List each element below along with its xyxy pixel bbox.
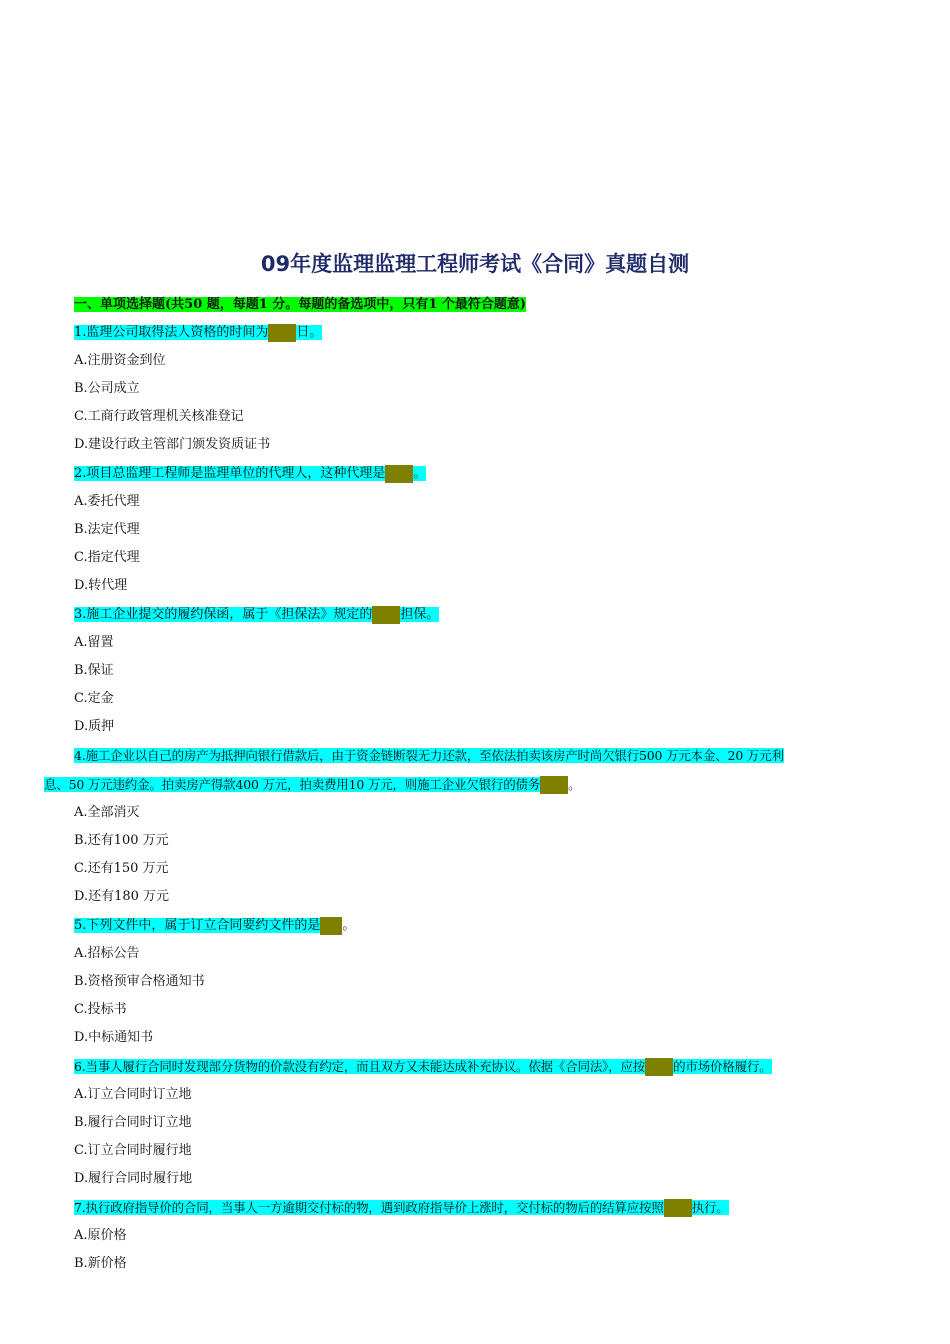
answer-blank [645, 1058, 673, 1076]
question-6-stem: 6.当事人履行合同时发现部分货物的价款没有约定，而且双方又未能达成补充协议。依据《合同法》，应按 的市场价格履行。 [74, 1059, 772, 1074]
question-2-option-b: B.法定代理 [74, 522, 140, 537]
question-3-option-b: B.保证 [74, 663, 114, 678]
answer-blank [268, 324, 296, 342]
page-title: 09年度监理监理工程师考试《合同》真题自测 [260, 252, 690, 276]
question-2-option-d: D.转代理 [74, 578, 128, 593]
question-1-option-b: B.公司成立 [74, 381, 140, 396]
question-6-option-a: A.订立合同时订立地 [74, 1087, 192, 1102]
question-1-option-c: C.工商行政管理机关核准登记 [74, 409, 244, 424]
question-1-stem: 1.监理公司取得法人资格的时间为 日。 [74, 325, 323, 340]
answer-blank [372, 606, 400, 624]
question-5-option-a: A.招标公告 [74, 946, 140, 961]
question-3-option-a: A.留置 [74, 635, 114, 650]
question-4-option-a: A.全部消灭 [74, 805, 140, 820]
question-5-option-d: D.中标通知书 [74, 1030, 154, 1045]
answer-blank [540, 776, 568, 794]
question-6-option-b: B.履行合同时订立地 [74, 1115, 192, 1130]
question-4-option-d: D.还有180 万元 [74, 889, 170, 904]
section-heading: 一、单项选择题(共50 题，每题1 分。每题的备选项中，只有1 个最符合题意) [74, 297, 527, 312]
question-7-option-a: A.原价格 [74, 1228, 127, 1243]
question-7-stem: 7.执行政府指导价的合同，当事人一方逾期交付标的物，遇到政府指导价上涨时，交付标的物后的结算应按照 执行。 [74, 1200, 729, 1215]
question-7-option-b: B.新价格 [74, 1256, 127, 1271]
question-5-option-c: C.投标书 [74, 1002, 127, 1017]
question-4-option-b: B.还有100 万元 [74, 833, 169, 848]
answer-blank [385, 465, 413, 483]
question-2-stem: 2.项目总监理工程师是监理单位的代理人，这种代理是 。 [74, 466, 427, 481]
question-3-option-c: C.定金 [74, 691, 114, 706]
question-3-option-d: D.质押 [74, 719, 115, 734]
question-1-option-a: A.注册资金到位 [74, 353, 166, 368]
question-4-stem-line-1: 4.施工企业以自己的房产为抵押向银行借款后，由于资金链断裂无力还款，至依法拍卖该房产时尚欠银行500 万元本金、20 万元利 [74, 748, 784, 763]
answer-blank [320, 917, 342, 935]
question-3-stem: 3.施工企业提交的履约保函，属于《担保法》规定的 担保。 [74, 607, 440, 622]
question-1-option-d: D.建设行政主管部门颁发资质证书 [74, 437, 271, 452]
question-5-option-b: B.资格预审合格通知书 [74, 974, 205, 989]
question-2-option-a: A.委托代理 [74, 494, 140, 509]
question-4-stem-line-2: 息、50 万元违约金。拍卖房产得款400 万元，拍卖费用10 万元，则施工企业欠银行的债务 。 [44, 777, 581, 792]
question-6-option-c: C.订立合同时履行地 [74, 1143, 192, 1158]
question-2-option-c: C.指定代理 [74, 550, 140, 565]
question-4-option-c: C.还有150 万元 [74, 861, 169, 876]
answer-blank [664, 1199, 692, 1217]
question-5-stem: 5.下列文件中，属于订立合同要约文件的是 。 [74, 918, 356, 933]
question-6-option-d: D.履行合同时履行地 [74, 1171, 193, 1186]
